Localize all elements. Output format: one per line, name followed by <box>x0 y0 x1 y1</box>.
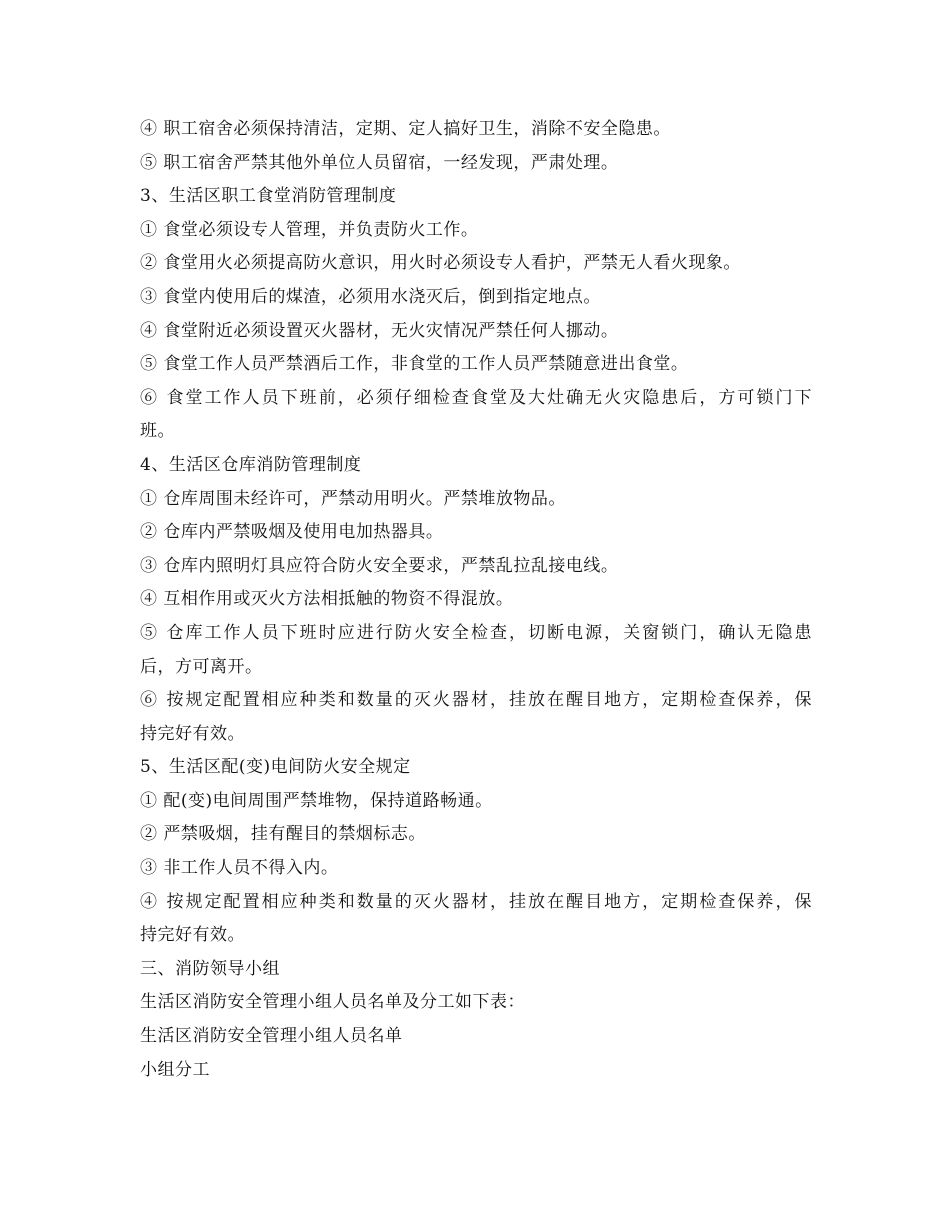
paragraph-line: ⑤ 食堂工作人员严禁酒后工作，非食堂的工作人员严禁随意进出食堂。 <box>140 354 689 375</box>
section-heading: 5、生活区配(变)电间防火安全规定 <box>140 757 411 778</box>
paragraph-line: ⑤ 仓库工作人员下班时应进行防火安全检查，切断电源，关窗锁门，确认无隐患 <box>140 622 812 643</box>
paragraph-line: ② 仓库内严禁吸烟及使用电加热器具。 <box>140 522 444 543</box>
paragraph-line: ② 严禁吸烟，挂有醒目的禁烟标志。 <box>140 824 426 845</box>
paragraph-line: 持完好有效。 <box>140 723 245 744</box>
paragraph-line: 小组分工 <box>140 1059 210 1080</box>
paragraph-line: ⑥ 食堂工作人员下班前，必须仔细检查食堂及大灶确无火灾隐患后，方可锁门下 <box>140 387 812 408</box>
paragraph-line: ④ 职工宿舍必须保持清洁，定期、定人搞好卫生，消除不安全隐患。 <box>140 119 671 139</box>
paragraph-line: ④ 互相作用或灭火方法相抵触的物资不得混放。 <box>140 589 514 610</box>
paragraph-line: ① 食堂必须设专人管理，并负责防火工作。 <box>140 219 479 240</box>
paragraph-line: 生活区消防安全管理小组人员名单 <box>140 1026 403 1047</box>
paragraph-line: 班。 <box>140 421 175 442</box>
section-heading: 三、消防领导小组 <box>140 958 280 979</box>
paragraph-line: ① 仓库周围未经许可，严禁动用明火。严禁堆放物品。 <box>140 488 566 509</box>
paragraph-line: 持完好有效。 <box>140 925 245 946</box>
section-heading: 3、生活区职工食堂消防管理制度 <box>140 186 397 207</box>
section-heading: 4、生活区仓库消防管理制度 <box>140 454 362 475</box>
paragraph-line: ③ 非工作人员不得入内。 <box>140 858 339 879</box>
paragraph-line: ② 食堂用火必须提高防火意识，用火时必须设专人看护，严禁无人看火现象。 <box>140 253 741 274</box>
paragraph-line: ③ 食堂内使用后的煤渣，必须用水浇灭后，倒到指定地点。 <box>140 286 601 307</box>
paragraph-line: 后，方可离开。 <box>140 656 263 677</box>
paragraph-line: ③ 仓库内照明灯具应符合防火安全要求，严禁乱拉乱接电线。 <box>140 555 619 576</box>
paragraph-line: ④ 食堂附近必须设置灭火器材，无火灾情况严禁任何人挪动。 <box>140 320 619 341</box>
paragraph-line: ⑤ 职工宿舍严禁其他外单位人员留宿，一经发现，严肃处理。 <box>140 152 619 173</box>
paragraph-line: ① 配(变)电间周围严禁堆物，保持道路畅通。 <box>140 790 493 811</box>
paragraph-line: ⑥ 按规定配置相应种类和数量的灭火器材，挂放在醒目地方，定期检查保养，保 <box>140 690 812 711</box>
document-body <box>140 113 812 1087</box>
paragraph-line: ④ 按规定配置相应种类和数量的灭火器材，挂放在醒目地方，定期检查保养，保 <box>140 891 812 912</box>
paragraph-line: 生活区消防安全管理小组人员名单及分工如下表： <box>140 992 525 1013</box>
